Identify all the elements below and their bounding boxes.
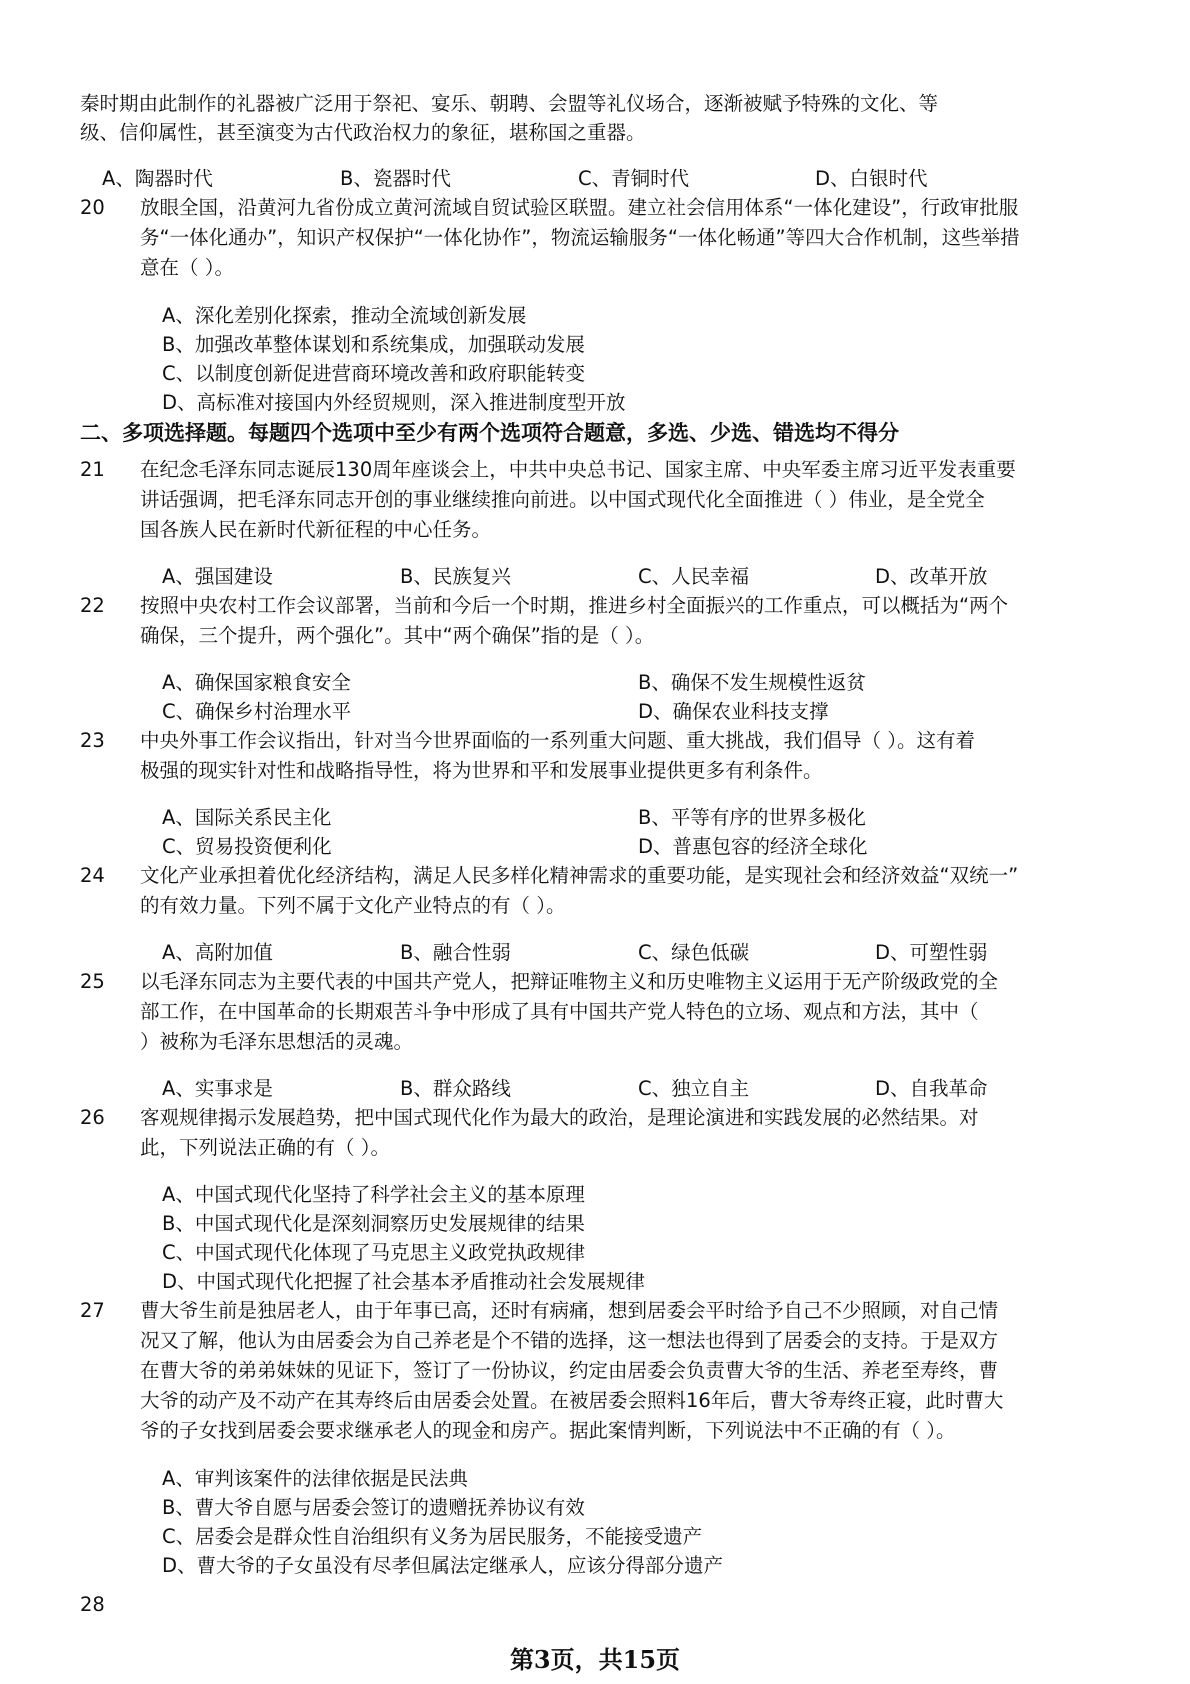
q19-option-c: C、青铜时代 — [578, 167, 690, 190]
q25-option-c: C、独立自主 — [638, 1077, 750, 1100]
q21-option-d: D、改革开放 — [875, 565, 988, 588]
q28-number: 28 — [80, 1593, 105, 1616]
q20-option-d: D、高标准对接国内外经贸规则，深入推进制度型开放 — [162, 391, 626, 414]
q27-number: 27 — [80, 1299, 105, 1322]
q23-option-b: B、平等有序的世界多极化 — [638, 806, 866, 829]
q20-stem-line-3: 意在（ ）。 — [140, 256, 234, 279]
q24-number: 24 — [80, 864, 105, 887]
q22-stem-line-2: 确保，三个提升，两个强化”。其中“两个确保”指的是（ ）。 — [140, 624, 655, 647]
q24-stem-line-2: 的有效力量。下列不属于文化产业特点的有（ ）。 — [140, 894, 566, 917]
q20-stem-line-2: 务“一体化通办”，知识产权保护“一体化协作”，物流运输服务“一体化畅通”等四大合作机制，这些举措 — [140, 226, 1020, 249]
q26-option-d: D、中国式现代化把握了社会基本矛盾推动社会发展规律 — [162, 1270, 646, 1293]
q22-stem-line-1: 按照中央农村工作会议部署，当前和今后一个时期，推进乡村全面振兴的工作重点，可以概括为“两个 — [140, 594, 1009, 617]
section-heading: 二、多项选择题。每题四个选项中至少有两个选项符合题意，多选、少选、错选均不得分 — [80, 421, 899, 445]
q19-option-d: D、白银时代 — [815, 167, 928, 190]
q23-stem-line-1: 中央外事工作会议指出，针对当今世界面临的一系列重大问题、重大挑战，我们倡导（ ）。这有着 — [140, 729, 975, 752]
q21-stem-line-2: 讲话强调，把毛泽东同志开创的事业继续推向前进。以中国式现代化全面推进（ ）伟业，是全党全 — [140, 488, 985, 511]
q19-stem-line-1: 秦时期由此制作的礼器被广泛用于祭祀、宴乐、朝聘、会盟等礼仪场合，逐渐被赋予特殊的文化、等 — [80, 92, 939, 115]
q23-option-c: C、贸易投资便利化 — [162, 835, 332, 858]
q26-stem-line-1: 客观规律揭示发展趋势，把中国式现代化作为最大的政治，是理论演进和实践发展的必然结果。对 — [140, 1106, 979, 1129]
q19-option-a: A、陶器时代 — [102, 167, 213, 190]
q22-option-c: C、确保乡村治理水平 — [162, 700, 352, 723]
q20-option-a: A、深化差别化探索，推动全流域创新发展 — [162, 304, 527, 327]
q24-option-b: B、融合性弱 — [400, 941, 511, 964]
q19-option-b: B、瓷器时代 — [340, 167, 451, 190]
q20-option-c: C、以制度创新促进营商环境改善和政府职能转变 — [162, 362, 586, 385]
q25-option-d: D、自我革命 — [875, 1077, 988, 1100]
q26-number: 26 — [80, 1106, 105, 1129]
q21-option-a: A、强国建设 — [162, 565, 273, 588]
q27-option-b: B、曹大爷自愿与居委会签订的遗赠抚养协议有效 — [162, 1496, 585, 1519]
page-footer: 第3页，共15页 — [509, 1645, 681, 1674]
q26-option-a: A、中国式现代化坚持了科学社会主义的基本原理 — [162, 1183, 585, 1206]
q27-option-c: C、居委会是群众性自治组织有义务为居民服务，不能接受遗产 — [162, 1525, 703, 1548]
q23-option-a: A、国际关系民主化 — [162, 806, 332, 829]
q20-option-b: B、加强改革整体谋划和系统集成，加强联动发展 — [162, 333, 585, 356]
q25-number: 25 — [80, 970, 105, 993]
q21-stem-line-1: 在纪念毛泽东同志诞辰130周年座谈会上，中共中央总书记、国家主席、中央军委主席习近平发表重要 — [140, 458, 1016, 481]
q22-number: 22 — [80, 594, 105, 617]
q23-stem-line-2: 极强的现实针对性和战略指导性，将为世界和平和发展事业提供更多有利条件。 — [140, 759, 823, 782]
q27-stem-line-4: 大爷的动产及不动产在其寿终后由居委会处置。在被居委会照料16年后，曹大爷寿终正寝，此时曹大 — [140, 1389, 1004, 1412]
q24-option-d: D、可塑性弱 — [875, 941, 988, 964]
q24-option-c: C、绿色低碳 — [638, 941, 750, 964]
q20-number: 20 — [80, 196, 105, 219]
q22-option-b: B、确保不发生规模性返贫 — [638, 671, 866, 694]
q27-stem-line-1: 曹大爷生前是独居老人，由于年事已高，还时有病痛，想到居委会平时给予自己不少照顾，对自己情 — [140, 1299, 999, 1322]
q21-stem-line-3: 国各族人民在新时代新征程的中心任务。 — [140, 518, 492, 541]
q21-number: 21 — [80, 458, 105, 481]
q26-stem-line-2: 此，下列说法正确的有（ ）。 — [140, 1136, 390, 1159]
q25-option-a: A、实事求是 — [162, 1077, 273, 1100]
q24-stem-line-1: 文化产业承担着优化经济结构，满足人民多样化精神需求的重要功能，是实现社会和经济效益“双统一” — [140, 864, 1019, 887]
q23-option-d: D、普惠包容的经济全球化 — [638, 835, 868, 858]
q26-option-c: C、中国式现代化体现了马克思主义政党执政规律 — [162, 1241, 586, 1264]
q22-option-a: A、确保国家粮食安全 — [162, 671, 351, 694]
q19-stem-line-2: 级、信仰属性，甚至演变为古代政治权力的象征，堪称国之重器。 — [80, 121, 646, 144]
q22-option-d: D、确保农业科技支撑 — [638, 700, 829, 723]
q25-stem-line-1: 以毛泽东同志为主要代表的中国共产党人，把辩证唯物主义和历史唯物主义运用于无产阶级政党的全 — [140, 970, 999, 993]
q27-option-d: D、曹大爷的子女虽没有尽孝但属法定继承人，应该分得部分遗产 — [162, 1554, 724, 1577]
q21-option-b: B、民族复兴 — [400, 565, 511, 588]
q25-option-b: B、群众路线 — [400, 1077, 511, 1100]
q25-stem-line-2: 部工作，在中国革命的长期艰苦斗争中形成了具有中国共产党人特色的立场、观点和方法，其中（ — [140, 1000, 979, 1023]
q26-option-b: B、中国式现代化是深刻洞察历史发展规律的结果 — [162, 1212, 585, 1235]
q20-stem-line-1: 放眼全国，沿黄河九省份成立黄河流域自贸试验区联盟。建立社会信用体系“一体化建设”，行政审批服 — [140, 196, 1019, 219]
q27-option-a: A、审判该案件的法律依据是民法典 — [162, 1467, 468, 1490]
q27-stem-line-2: 况又了解，他认为由居委会为自己养老是个不错的选择，这一想法也得到了居委会的支持。于是双方 — [140, 1329, 999, 1352]
q27-stem-line-5: 爷的子女找到居委会要求继承老人的现金和房产。据此案情判断，下列说法中不正确的有（ ）。 — [140, 1419, 956, 1442]
q23-number: 23 — [80, 729, 105, 752]
q25-stem-line-3: ）被称为毛泽东思想活的灵魂。 — [140, 1030, 414, 1053]
q27-stem-line-3: 在曹大爷的弟弟妹妹的见证下，签订了一份协议，约定由居委会负责曹大爷的生活、养老至寿终，曹 — [140, 1359, 999, 1382]
q21-option-c: C、人民幸福 — [638, 565, 750, 588]
q24-option-a: A、高附加值 — [162, 941, 273, 964]
